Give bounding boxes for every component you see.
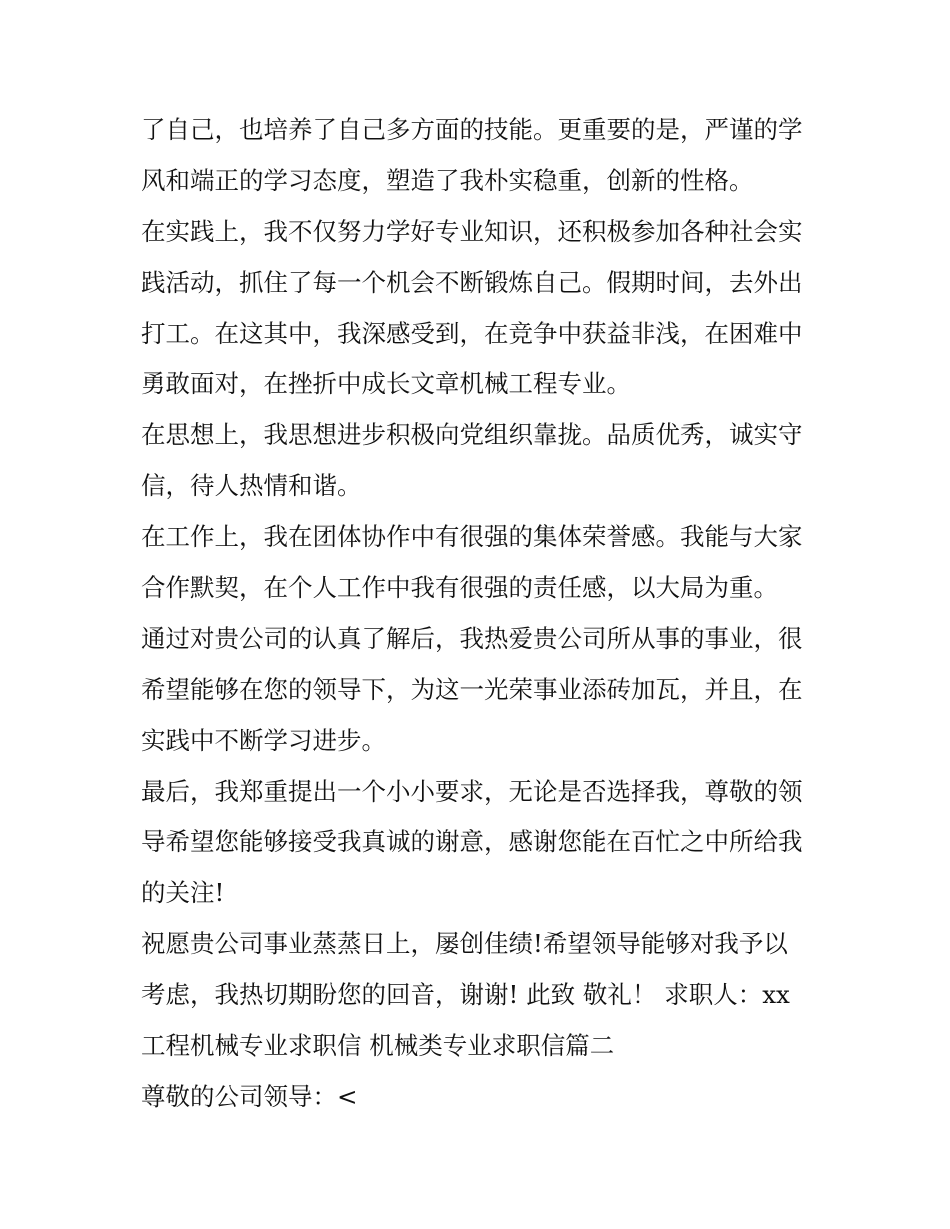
text-line: 在思想上，我思想进步积极向党组织靠拢。品质优秀，诚实守 (141, 420, 803, 450)
document-body (141, 105, 821, 1123)
text-line: 打工。在这其中，我深感受到，在竞争中获益非浅，在困难中 (141, 318, 803, 348)
text-line: 尊敬的公司领导：< (141, 1081, 358, 1111)
text-line: 考虑，我热切期盼您的回音，谢谢! 此致 敬礼！ 求职人：xx (141, 980, 790, 1010)
text-line: 践活动，抓住了每一个机会不断锻炼自己。假期时间，去外出 (141, 267, 803, 297)
text-line: 在实践上，我不仅努力学好专业知识，还积极参加各种社会实 (141, 216, 803, 246)
text-line: 工程机械专业求职信 机械类专业求职信篇二 (141, 1031, 615, 1061)
text-line: 风和端正的学习态度，塑造了我朴实稳重，创新的性格。 (141, 165, 754, 195)
text-line: 希望能够在您的领导下，为这一光荣事业添砖加瓦，并且，在 (141, 674, 803, 704)
text-line: 祝愿贵公司事业蒸蒸日上，屡创佳绩!希望领导能够对我予以 (141, 929, 788, 959)
text-line: 了自己，也培养了自己多方面的技能。更重要的是，严谨的学 (141, 115, 803, 144)
text-line: 通过对贵公司的认真了解后，我热爱贵公司所从事的事业，很 (141, 623, 803, 653)
text-line: 合作默契，在个人工作中我有很强的责任感，以大局为重。 (141, 573, 778, 603)
text-line: 实践中不断学习进步。 (141, 725, 386, 755)
text-line: 最后，我郑重提出一个小小要求，无论是否选择我，尊敬的领 (141, 776, 803, 806)
text-line: 信，待人热情和谐。 (141, 471, 362, 501)
text-line: 导希望您能够接受我真诚的谢意，感谢您能在百忙之中所给我 (141, 827, 803, 857)
text-line: 在工作上，我在团体协作中有很强的集体荣誉感。我能与大家 (141, 522, 803, 552)
text-line: 的关注! (141, 878, 225, 908)
text-line: 勇敢面对，在挫折中成长文章机械工程专业。 (141, 369, 631, 399)
